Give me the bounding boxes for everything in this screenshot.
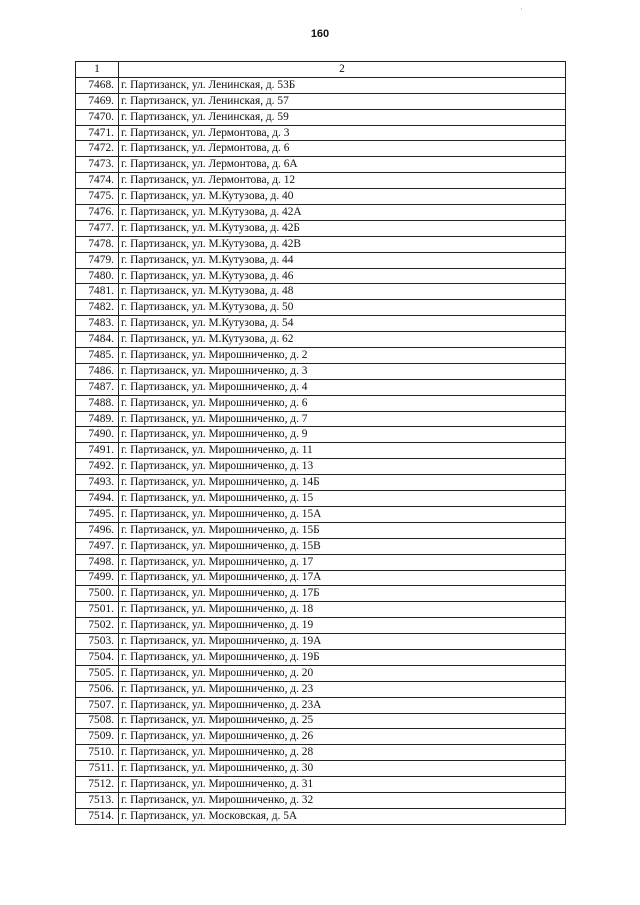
row-number-cell: 7512. <box>76 777 119 793</box>
address-cell: г. Партизанск, ул. Лермонтова, д. 6 <box>119 141 566 157</box>
row-number-cell: 7491. <box>76 443 119 459</box>
table-row <box>76 697 566 713</box>
table-row <box>76 522 566 538</box>
row-number-cell: 7471. <box>76 125 119 141</box>
row-number-cell: 7497. <box>76 538 119 554</box>
row-number-cell: 7474. <box>76 173 119 189</box>
table-row <box>76 332 566 348</box>
row-number-cell: 7479. <box>76 252 119 268</box>
address-table <box>75 61 566 825</box>
address-cell: г. Партизанск, ул. Мирошниченко, д. 28 <box>119 745 566 761</box>
table-row <box>76 586 566 602</box>
table-row <box>76 777 566 793</box>
table-row <box>76 618 566 634</box>
row-number-cell: 7498. <box>76 554 119 570</box>
address-cell: г. Партизанск, ул. Мирошниченко, д. 14Б <box>119 475 566 491</box>
table-row <box>76 745 566 761</box>
row-number-cell: 7509. <box>76 729 119 745</box>
table-row <box>76 205 566 221</box>
address-cell: г. Партизанск, ул. Мирошниченко, д. 13 <box>119 459 566 475</box>
address-cell: г. Партизанск, ул. М.Кутузова, д. 48 <box>119 284 566 300</box>
address-cell: г. Партизанск, ул. Мирошниченко, д. 31 <box>119 777 566 793</box>
table-row <box>76 491 566 507</box>
address-cell: г. Партизанск, ул. Мирошниченко, д. 26 <box>119 729 566 745</box>
table-row <box>76 268 566 284</box>
page-number: 160 <box>310 28 330 40</box>
table-row <box>76 363 566 379</box>
row-number-cell: 7490. <box>76 427 119 443</box>
row-number-cell: 7504. <box>76 649 119 665</box>
address-cell: г. Партизанск, ул. Мирошниченко, д. 3 <box>119 363 566 379</box>
table-row <box>76 649 566 665</box>
row-number-cell: 7468. <box>76 77 119 93</box>
row-number-cell: 7486. <box>76 363 119 379</box>
address-cell: г. Партизанск, ул. М.Кутузова, д. 54 <box>119 316 566 332</box>
address-cell: г. Партизанск, ул. Мирошниченко, д. 15В <box>119 538 566 554</box>
address-cell: г. Партизанск, ул. Мирошниченко, д. 19 <box>119 618 566 634</box>
table-row <box>76 236 566 252</box>
column-header-number: 1 <box>76 62 119 78</box>
table-row <box>76 761 566 777</box>
row-number-cell: 7501. <box>76 602 119 618</box>
row-number-cell: 7478. <box>76 236 119 252</box>
row-number-cell: 7484. <box>76 332 119 348</box>
table-row <box>76 348 566 364</box>
row-number-cell: 7485. <box>76 348 119 364</box>
table-row <box>76 411 566 427</box>
row-number-cell: 7492. <box>76 459 119 475</box>
row-number-cell: 7494. <box>76 491 119 507</box>
address-cell: г. Партизанск, ул. Лермонтова, д. 3 <box>119 125 566 141</box>
row-number-cell: 7489. <box>76 411 119 427</box>
table-row <box>76 443 566 459</box>
address-cell: г. Партизанск, ул. Мирошниченко, д. 18 <box>119 602 566 618</box>
table-row <box>76 570 566 586</box>
row-number-cell: 7481. <box>76 284 119 300</box>
address-cell: г. Партизанск, ул. Мирошниченко, д. 7 <box>119 411 566 427</box>
address-cell: г. Партизанск, ул. М.Кутузова, д. 42А <box>119 205 566 221</box>
row-number-cell: 7480. <box>76 268 119 284</box>
table-row <box>76 395 566 411</box>
address-cell: г. Партизанск, ул. М.Кутузова, д. 62 <box>119 332 566 348</box>
row-number-cell: 7488. <box>76 395 119 411</box>
table-row <box>76 379 566 395</box>
row-number-cell: 7477. <box>76 220 119 236</box>
table-row <box>76 93 566 109</box>
row-number-cell: 7473. <box>76 157 119 173</box>
table-row <box>76 109 566 125</box>
table-row <box>76 252 566 268</box>
row-number-cell: 7505. <box>76 665 119 681</box>
row-number-cell: 7495. <box>76 506 119 522</box>
row-number-cell: 7475. <box>76 189 119 205</box>
row-number-cell: 7507. <box>76 697 119 713</box>
address-cell: г. Партизанск, ул. Мирошниченко, д. 19Б <box>119 649 566 665</box>
row-number-cell: 7487. <box>76 379 119 395</box>
table-row <box>76 316 566 332</box>
row-number-cell: 7513. <box>76 792 119 808</box>
row-number-cell: 7493. <box>76 475 119 491</box>
address-cell: г. Партизанск, ул. Ленинская, д. 53Б <box>119 77 566 93</box>
row-number-cell: 7514. <box>76 808 119 824</box>
address-cell: г. Партизанск, ул. Мирошниченко, д. 32 <box>119 792 566 808</box>
address-cell: г. Партизанск, ул. Мирошниченко, д. 4 <box>119 379 566 395</box>
address-cell: г. Партизанск, ул. Мирошниченко, д. 23 <box>119 681 566 697</box>
table-row <box>76 634 566 650</box>
table-row <box>76 665 566 681</box>
address-cell: г. Партизанск, ул. Мирошниченко, д. 23А <box>119 697 566 713</box>
address-cell: г. Партизанск, ул. Мирошниченко, д. 15А <box>119 506 566 522</box>
row-number-cell: 7496. <box>76 522 119 538</box>
table-row <box>76 554 566 570</box>
table-header-row <box>76 62 566 78</box>
address-cell: г. Партизанск, ул. М.Кутузова, д. 42Б <box>119 220 566 236</box>
row-number-cell: 7508. <box>76 713 119 729</box>
address-cell: г. Партизанск, ул. Мирошниченко, д. 6 <box>119 395 566 411</box>
row-number-cell: 7476. <box>76 205 119 221</box>
table-row <box>76 506 566 522</box>
row-number-cell: 7503. <box>76 634 119 650</box>
address-cell: г. Партизанск, ул. М.Кутузова, д. 44 <box>119 252 566 268</box>
table-row <box>76 77 566 93</box>
address-cell: г. Партизанск, ул. Московская, д. 5А <box>119 808 566 824</box>
row-number-cell: 7470. <box>76 109 119 125</box>
row-number-cell: 7472. <box>76 141 119 157</box>
address-cell: г. Партизанск, ул. Мирошниченко, д. 25 <box>119 713 566 729</box>
table-row <box>76 459 566 475</box>
column-header-address: 2 <box>119 62 566 78</box>
table-row <box>76 220 566 236</box>
table-row <box>76 125 566 141</box>
row-number-cell: 7500. <box>76 586 119 602</box>
address-cell: г. Партизанск, ул. Мирошниченко, д. 11 <box>119 443 566 459</box>
address-cell: г. Партизанск, ул. Лермонтова, д. 12 <box>119 173 566 189</box>
table-row <box>76 475 566 491</box>
table-row <box>76 157 566 173</box>
address-cell: г. Партизанск, ул. Мирошниченко, д. 19А <box>119 634 566 650</box>
table-row <box>76 538 566 554</box>
address-cell: г. Партизанск, ул. М.Кутузова, д. 46 <box>119 268 566 284</box>
row-number-cell: 7510. <box>76 745 119 761</box>
row-number-cell: 7506. <box>76 681 119 697</box>
address-cell: г. Партизанск, ул. Лермонтова, д. 6А <box>119 157 566 173</box>
row-number-cell: 7469. <box>76 93 119 109</box>
row-number-cell: 7502. <box>76 618 119 634</box>
scan-corner-mark: · <box>520 4 523 14</box>
address-cell: г. Партизанск, ул. Мирошниченко, д. 15Б <box>119 522 566 538</box>
address-cell: г. Партизанск, ул. Мирошниченко, д. 20 <box>119 665 566 681</box>
address-cell: г. Партизанск, ул. Мирошниченко, д. 17Б <box>119 586 566 602</box>
table-row <box>76 284 566 300</box>
table-row <box>76 141 566 157</box>
row-number-cell: 7483. <box>76 316 119 332</box>
address-cell: г. Партизанск, ул. Мирошниченко, д. 15 <box>119 491 566 507</box>
row-number-cell: 7499. <box>76 570 119 586</box>
address-cell: г. Партизанск, ул. Ленинская, д. 57 <box>119 93 566 109</box>
address-cell: г. Партизанск, ул. Ленинская, д. 59 <box>119 109 566 125</box>
table-row <box>76 300 566 316</box>
address-cell: г. Партизанск, ул. М.Кутузова, д. 42В <box>119 236 566 252</box>
row-number-cell: 7511. <box>76 761 119 777</box>
row-number-cell: 7482. <box>76 300 119 316</box>
address-cell: г. Партизанск, ул. Мирошниченко, д. 17А <box>119 570 566 586</box>
address-cell: г. Партизанск, ул. Мирошниченко, д. 30 <box>119 761 566 777</box>
table-row <box>76 729 566 745</box>
table-row <box>76 792 566 808</box>
address-cell: г. Партизанск, ул. М.Кутузова, д. 40 <box>119 189 566 205</box>
table-row <box>76 173 566 189</box>
address-cell: г. Партизанск, ул. Мирошниченко, д. 17 <box>119 554 566 570</box>
table-row <box>76 713 566 729</box>
address-cell: г. Партизанск, ул. М.Кутузова, д. 50 <box>119 300 566 316</box>
address-cell: г. Партизанск, ул. Мирошниченко, д. 9 <box>119 427 566 443</box>
table-row <box>76 602 566 618</box>
table-row <box>76 189 566 205</box>
address-cell: г. Партизанск, ул. Мирошниченко, д. 2 <box>119 348 566 364</box>
table-row <box>76 808 566 824</box>
table-row <box>76 427 566 443</box>
table-row <box>76 681 566 697</box>
table-body <box>76 77 566 824</box>
